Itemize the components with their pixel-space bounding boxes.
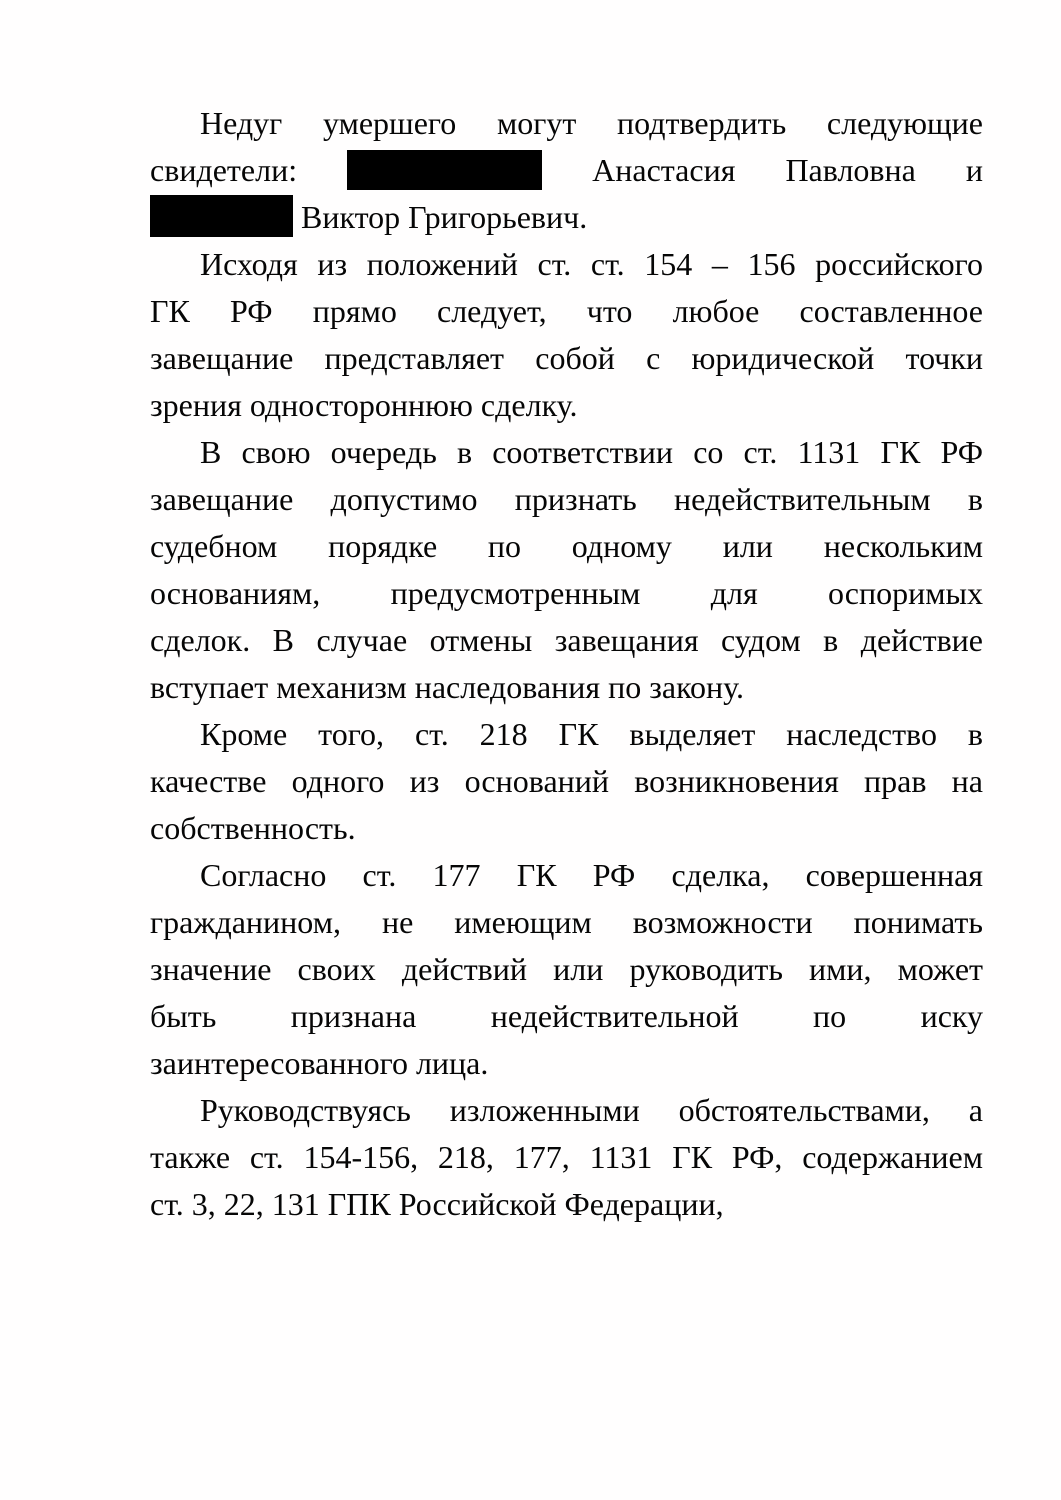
text-segment: значение своих действий или руководить ими, может: [150, 951, 983, 987]
text-segment: зрения одностороннюю сделку.: [150, 387, 578, 423]
text-line: [150, 758, 983, 805]
text-segment: завещание допустимо признать недействительным в: [150, 481, 983, 517]
text-line: [150, 382, 983, 429]
text-line: [150, 241, 983, 288]
text-segment: Кроме того, ст. 218 ГК выделяет наследство в: [200, 716, 983, 752]
text-segment: Согласно ст. 177 ГК РФ сделка, совершенная: [200, 857, 983, 893]
redaction-box: [347, 150, 542, 190]
text-segment: быть признана недействительной по иску: [150, 998, 983, 1034]
text-line: [150, 1181, 983, 1228]
text-segment: сделок. В случае отмены завещания судом в действие: [150, 622, 983, 658]
text-segment: ст. 3, 22, 131 ГПК Российской Федерации,: [150, 1186, 724, 1222]
text-segment: судебном порядке по одному или нескольким: [150, 528, 983, 564]
text-segment: гражданином, не имеющим возможности понимать: [150, 904, 983, 940]
paragraph: [150, 852, 983, 1087]
text-line: [150, 429, 983, 476]
text-line: [150, 617, 983, 664]
paragraph: [150, 100, 983, 241]
redaction-box: [150, 195, 293, 237]
text-line: [150, 523, 983, 570]
text-segment: вступает механизм наследования по закону.: [150, 669, 744, 705]
text-line: [150, 335, 983, 382]
paragraph: [150, 711, 983, 852]
text-segment: свидетели:: [150, 152, 298, 188]
text-line: [150, 194, 983, 241]
text-segment: Руководствуясь изложенными обстоятельствами, а: [200, 1092, 983, 1128]
text-line: [150, 476, 983, 523]
text-line: [150, 664, 983, 711]
text-line: [150, 1087, 983, 1134]
paragraph: [150, 1087, 983, 1228]
text-segment: В свою очередь в соответствии со ст. 1131 ГК РФ: [200, 434, 983, 470]
text-segment: собственность.: [150, 810, 356, 846]
paragraph: [150, 241, 983, 429]
text-segment: качестве одного из оснований возникновения прав на: [150, 763, 983, 799]
text-line: [150, 899, 983, 946]
text-segment: Виктор Григорьевич.: [301, 199, 588, 235]
document-text: [150, 100, 983, 1228]
paragraph: [150, 429, 983, 711]
text-line: [150, 288, 983, 335]
text-segment: заинтересованного лица.: [150, 1045, 489, 1081]
text-line: [150, 1134, 983, 1181]
text-line: [150, 946, 983, 993]
text-segment: Исходя из положений ст. ст. 154 – 156 российского: [200, 246, 983, 282]
text-line: [150, 711, 983, 758]
text-segment: также ст. 154-156, 218, 177, 1131 ГК РФ, содержанием: [150, 1139, 983, 1175]
text-line: [150, 993, 983, 1040]
text-line: [150, 147, 983, 194]
text-segment: завещание представляет собой с юридической точки: [150, 340, 983, 376]
text-segment: Анастасия Павловна и: [592, 152, 984, 188]
text-line: [150, 570, 983, 617]
text-line: [150, 100, 983, 147]
text-segment: ГК РФ прямо следует, что любое составленное: [150, 293, 983, 329]
text-segment: основаниям, предусмотренным для оспоримых: [150, 575, 983, 611]
text-segment: Недуг умершего могут подтвердить следующие: [200, 105, 983, 141]
text-line: [150, 852, 983, 899]
text-line: [150, 1040, 983, 1087]
text-line: [150, 805, 983, 852]
